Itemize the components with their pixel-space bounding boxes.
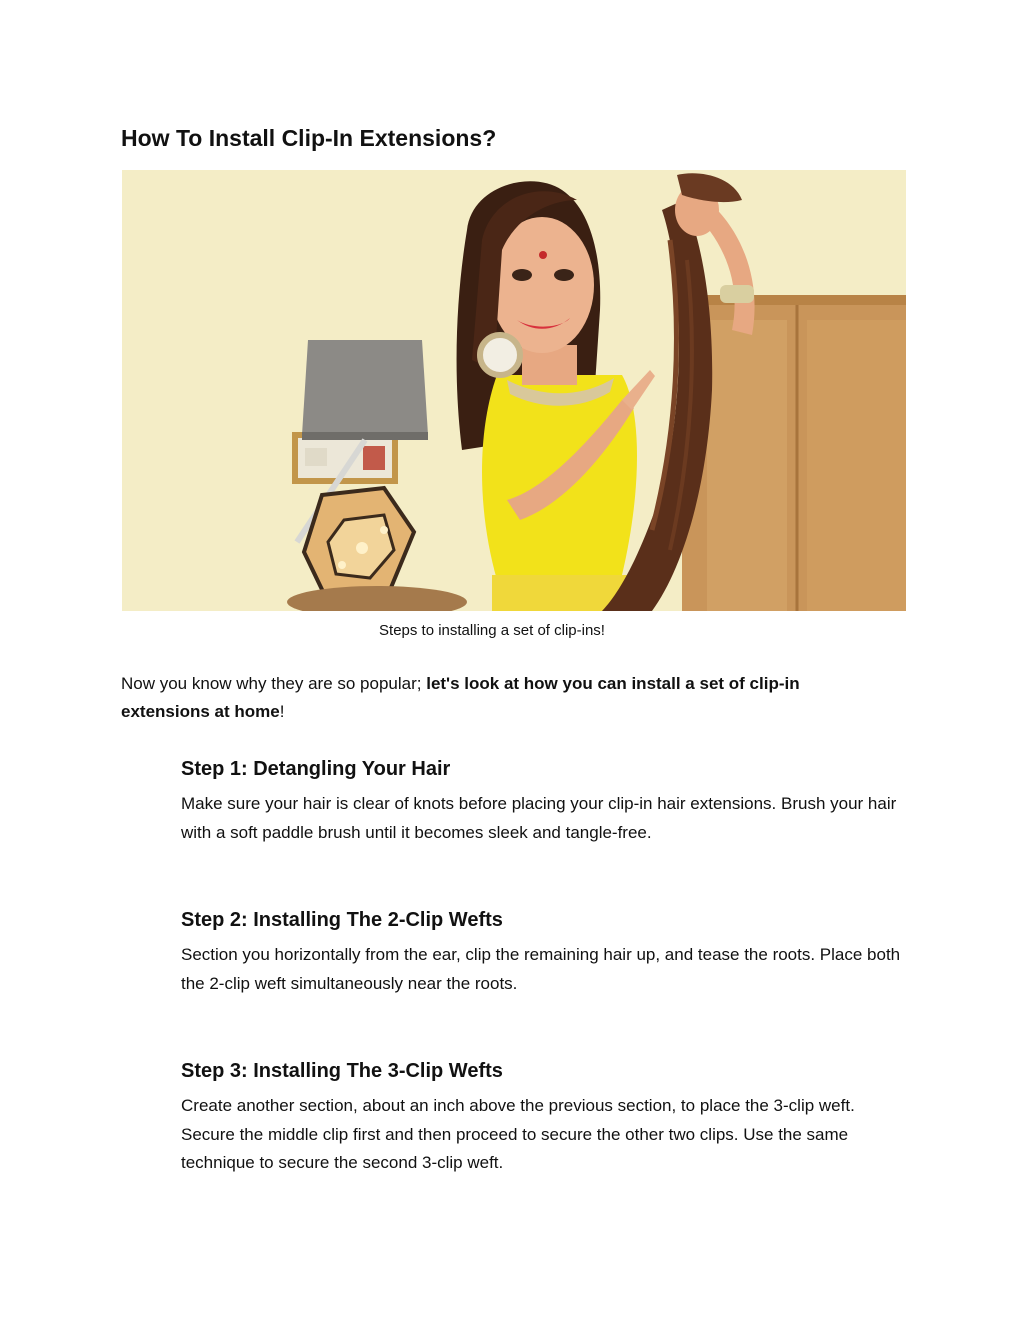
photo-illustration [122,170,906,611]
step-1 [181,754,911,847]
intro-text: Now you know why they are so popular; [121,674,427,693]
image-caption: Steps to installing a set of clip-ins! [379,622,605,639]
step-1-heading: Step 1: Detangling Your Hair [181,758,451,780]
step-2-body: Section you horizontally from the ear, clip the remaining hair up, and tease the roots. Place both the 2-clip weft simultaneously near the roots. [181,945,901,993]
step-1-body: Make sure your hair is clear of knots before placing your clip-in hair extensions. Brush your hair with a soft paddle brush until it becomes sleek and tangle-free. [181,794,897,842]
page-title: How To Install Clip-In Extensions? [121,125,497,151]
step-3-body: Create another section, about an inch above the previous section, to place the 3-clip weft. Secure the middle clip first and then proceed to secure the other two clips. Use the same technique to secure the second 3-clip weft. [181,1096,855,1172]
step-2-heading: Step 2: Installing The 2-Clip Wefts [181,909,503,931]
intro-text-end: ! [279,702,285,721]
article-photo [122,170,906,611]
step-3 [181,1056,911,1178]
intro-paragraph [121,670,881,726]
step-3-heading: Step 3: Installing The 3-Clip Wefts [181,1060,503,1082]
step-2 [181,905,911,998]
wood-panel [682,295,906,611]
intro-bold-text: let's look at how you can install a set of clip-in extensions at home [121,674,800,721]
